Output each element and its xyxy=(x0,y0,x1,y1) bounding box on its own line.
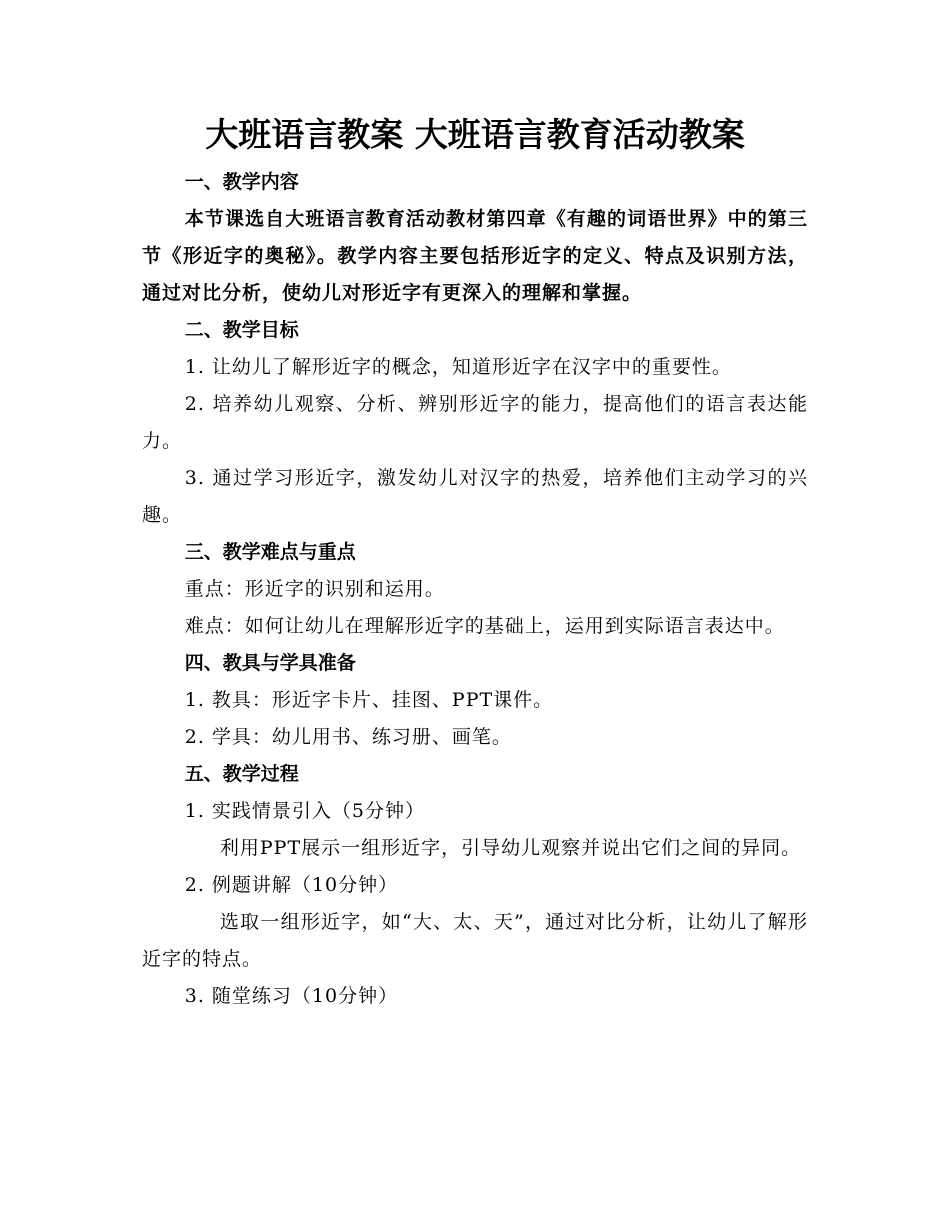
content-paragraph: 本节课选自大班语言教育活动教材第四章《有趣的词语世界》中的第三节《形近字的奥秘》。教学内容主要包括形近字的定义、特点及识别方法，通过对比分析，使幼儿对形近字有更深入的理解和掌握。 xyxy=(142,208,808,304)
section-heading-content: 一、教学内容 xyxy=(184,171,299,193)
material-item: 1. 教具：形近字卡片、挂图、PPT课件。 xyxy=(184,689,554,711)
goal-item: 2. 培养幼儿观察、分析、辨别形近字的能力，提高他们的语言表达能力。 xyxy=(142,393,808,452)
document-title: 大班语言教案 大班语言教育活动教案 xyxy=(205,115,745,154)
process-step-label: 1. 实践情景引入（5分钟） xyxy=(184,800,426,822)
section-heading-materials: 四、教具与学具准备 xyxy=(184,652,356,674)
process-step-label: 2. 例题讲解（10分钟） xyxy=(184,874,399,896)
section-heading-difficulty: 三、教学难点与重点 xyxy=(184,541,356,563)
goal-item: 1. 让幼儿了解形近字的概念，知道形近字在汉字中的重要性。 xyxy=(184,356,732,378)
difficult-point-text: 难点：如何让幼儿在理解形近字的基础上，运用到实际语言表达中。 xyxy=(184,615,785,637)
document-page xyxy=(142,108,808,1015)
process-step-detail: 选取一组形近字，如“大、太、天”，通过对比分析，让幼儿了解形近字的特点。 xyxy=(142,911,808,970)
key-point-text: 重点：形近字的识别和运用。 xyxy=(184,578,445,600)
material-item: 2. 学具：幼儿用书、练习册、画笔。 xyxy=(184,726,512,748)
goal-item: 3. 通过学习形近字，激发幼儿对汉字的热爱，培养他们主动学习的兴趣。 xyxy=(142,467,808,526)
process-step-label: 3. 随堂练习（10分钟） xyxy=(184,985,399,1007)
section-heading-goals: 二、教学目标 xyxy=(184,319,299,341)
process-step-detail: 利用PPT展示一组形近字，引导幼儿观察并说出它们之间的异同。 xyxy=(219,837,802,859)
section-heading-process: 五、教学过程 xyxy=(184,763,299,785)
